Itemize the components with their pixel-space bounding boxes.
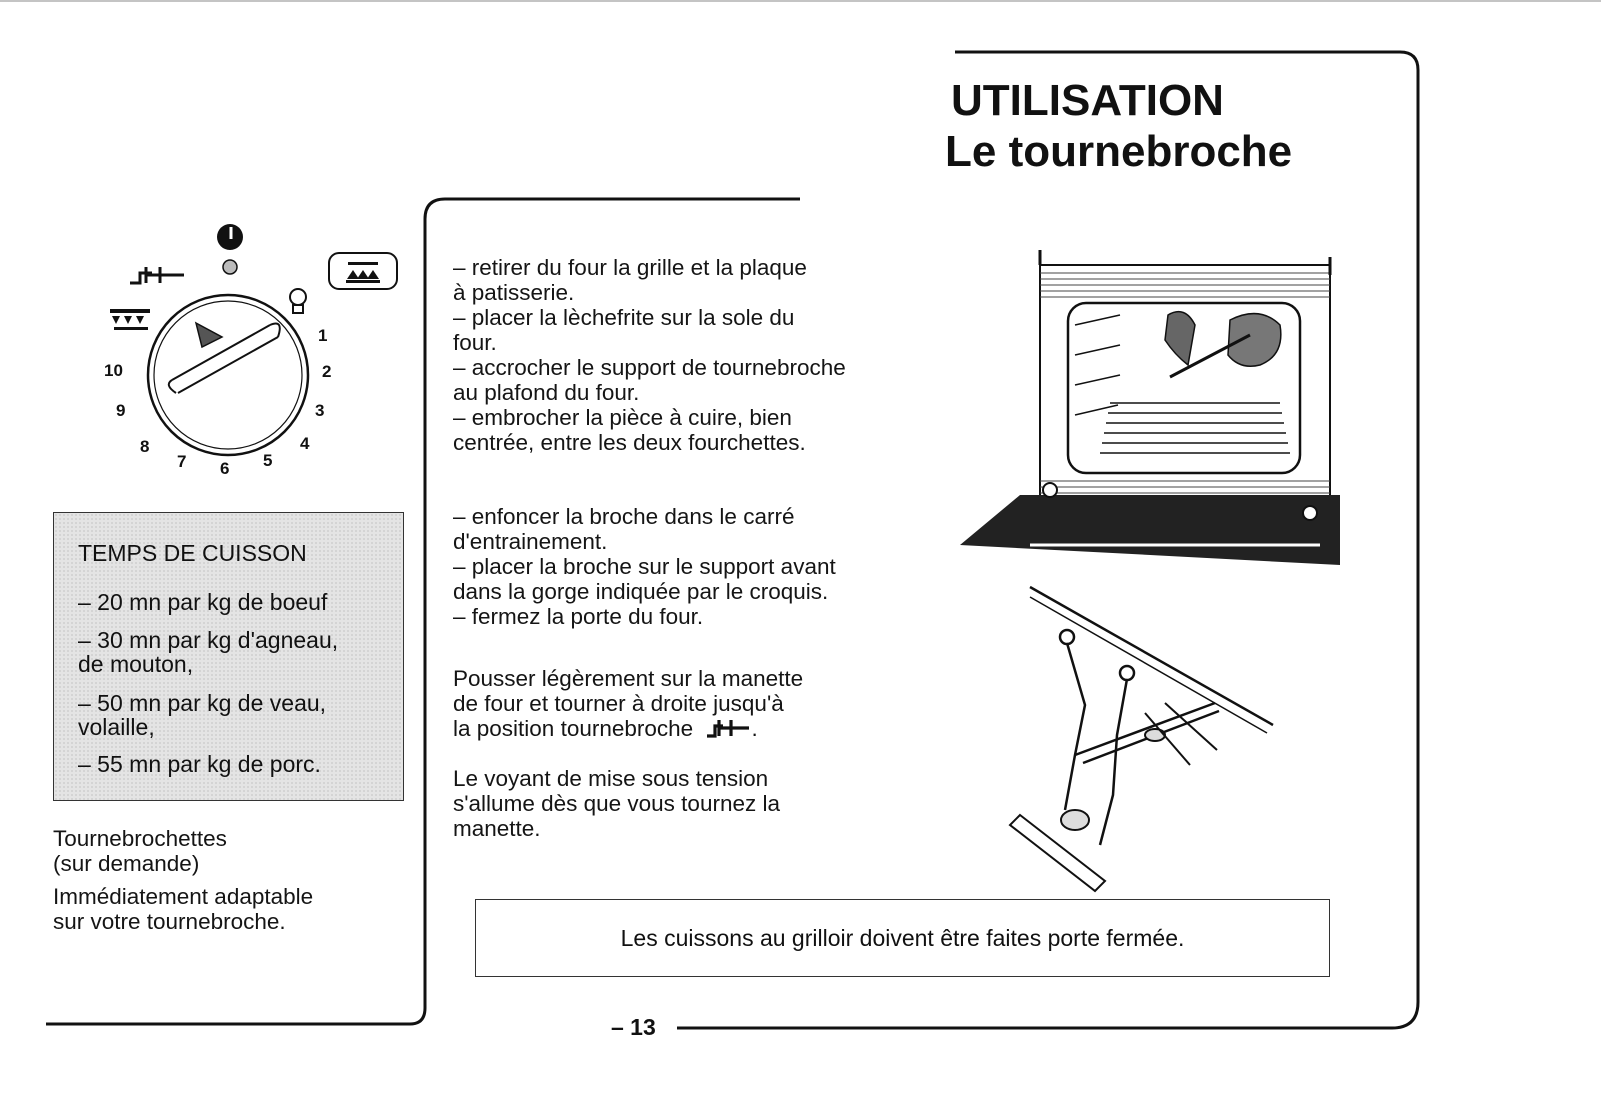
rotisserie-symbol-icon: [705, 718, 751, 738]
page-subtitle: Le tournebroche: [945, 127, 1293, 176]
dial-number-8: 8: [140, 437, 150, 456]
instructions-block-4: Le voyant de mise sous tension s'allume dès que vous tournez la manette.: [453, 766, 780, 841]
rotisserie-symbol-icon: [130, 267, 184, 283]
instructions-block-2: – enfoncer la broche dans le carré d'entrainement. – placer la broche sur le support avant dans la gorge indiquée par le croquis. – fermez la porte du four.: [453, 504, 836, 629]
broil-button-icon: [329, 253, 397, 289]
dial-number-2: 2: [322, 362, 332, 381]
dial-inner-ring: [154, 301, 302, 449]
page-title: UTILISATION: [951, 76, 1224, 125]
dial-number-4: 4: [300, 434, 310, 453]
instructions-block-3: Pousser légèrement sur la manette de four et tourner à droite jusqu'à la position tournebroche .: [453, 666, 804, 741]
dial-number-3: 3: [315, 401, 325, 420]
dial-number-10: 10: [104, 361, 123, 380]
dial-number-6: 6: [220, 459, 230, 478]
oven-dial-diagram: [100, 215, 420, 485]
dial-number-7: 7: [177, 452, 187, 471]
oven-interior-illustration: [960, 245, 1370, 575]
dial-number-1: 1: [318, 326, 328, 345]
dial-pointer: [196, 323, 222, 347]
dial-ring: [148, 295, 308, 455]
cooking-times-title: TEMPS DE CUISSON: [78, 540, 307, 566]
cooking-time-lamb: – 30 mn par kg d'agneau,: [78, 627, 339, 653]
cooking-time-veal: – 50 mn par kg de veau,: [78, 690, 327, 716]
dial-number-5: 5: [263, 451, 273, 470]
dial-dot-icon: [223, 260, 237, 274]
power-indicator-icon: [217, 224, 243, 250]
cooking-time-pork: – 55 mn par kg de porc.: [78, 751, 321, 777]
oven-light-icon: [290, 289, 306, 313]
dial-grip: [172, 325, 278, 393]
warning-note-text: Les cuissons au grilloir doivent être faites porte fermée.: [620, 924, 1185, 951]
cooking-time-beef: – 20 mn par kg de boeuf: [78, 589, 328, 615]
spit-support-illustration: [1005, 585, 1285, 895]
bottom-heat-symbol-icon: [110, 309, 150, 330]
warning-note-box: [475, 899, 1330, 977]
page-number: – 13: [611, 1014, 656, 1040]
cooking-time-veal-cont: volaille,: [78, 714, 155, 740]
dial-number-9: 9: [116, 401, 126, 420]
cooking-time-lamb-cont: de mouton,: [78, 651, 194, 677]
instructions-block-1: – retirer du four la grille et la plaque à patisserie. – placer la lèchefrite sur la sole du four. – accrocher le support de tournebroche au plafond du four. – embrocher la pièce à cuire, bien centrée, entre les deux fourchettes.: [453, 255, 846, 455]
accessory-text: Tournebrochettes (sur demande) Immédiatement adaptable sur votre tournebroche.: [53, 826, 314, 934]
